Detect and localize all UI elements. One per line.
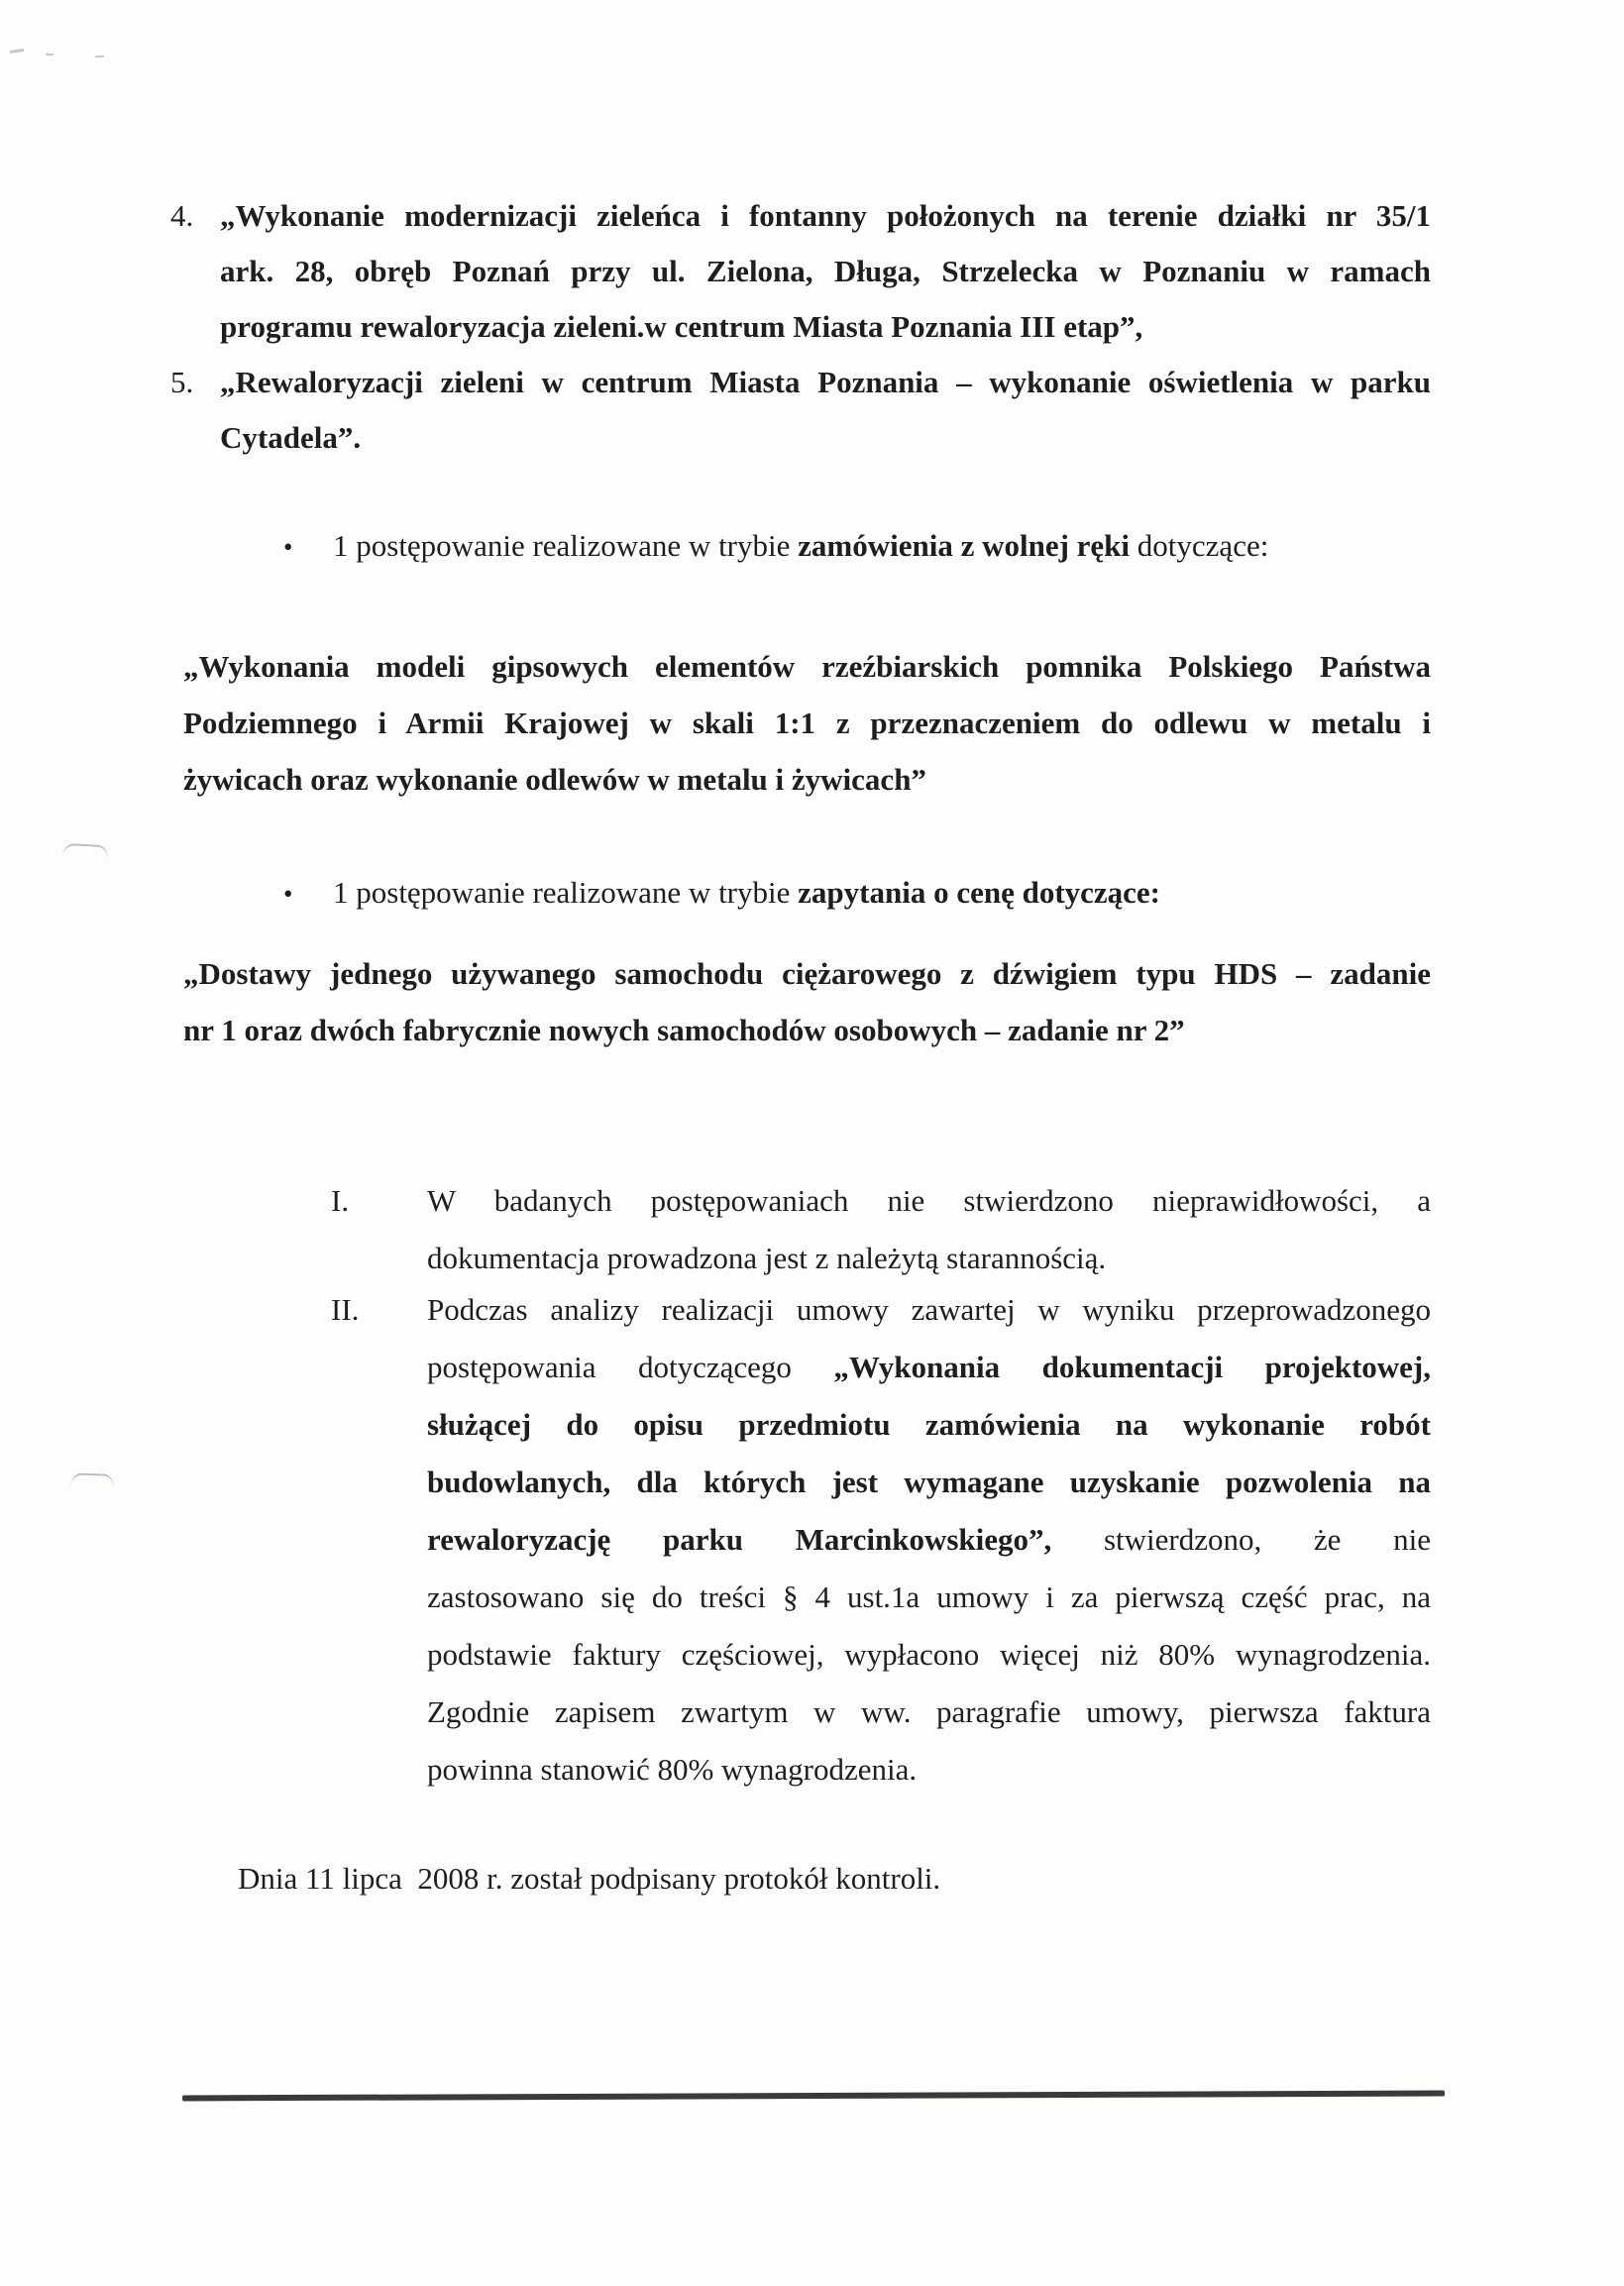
text-line: żywicach oraz wykonanie odlewów w metalu i żywicach”: [183, 762, 926, 797]
scan-pencil-arc: [69, 1472, 114, 1504]
text-line: dokumentacja prowadzona jest z należytą starannością.: [427, 1241, 1107, 1275]
date-line: Dnia 11 lipca 2008 r. został podpisany protokół kontroli.: [238, 1861, 941, 1896]
text-segment: stwierdzono, że nie: [1051, 1522, 1431, 1557]
text-line: [427, 1339, 1431, 1396]
text-line: nr 1 oraz dwóch fabrycznie nowych samochodów osobowych – zadanie nr 2”: [183, 1013, 1185, 1047]
quote-paragraph-1: [183, 638, 1431, 808]
bullet-text: dotyczące:: [1130, 528, 1269, 563]
text-segment: postępowania dotyczącego: [427, 1350, 834, 1384]
text-line: ark. 28, obręb Poznań przy ul. Zielona, Długa, Strzelecka w Poznaniu w ramach: [220, 254, 1431, 288]
text-line: W badanych postępowaniach nie stwierdzono nieprawidłowości, a: [427, 1183, 1431, 1218]
finding-item-2: [331, 1281, 1431, 1798]
text-line: Cytadela”.: [220, 420, 362, 455]
scan-pencil-arc: [61, 843, 108, 873]
quote-paragraph-2: [183, 945, 1431, 1058]
finding-item-1: [331, 1172, 1431, 1287]
scan-speck: [10, 49, 24, 54]
text-line: zastosowano się do treści § 4 ust.1a umowy i za pierwszą część prac, na: [427, 1579, 1431, 1614]
scan-speck: [95, 55, 104, 58]
bullet-icon: •: [283, 879, 293, 909]
bullet-item-2: [283, 872, 1161, 914]
text-line: „Wykonanie modernizacji zieleńca i fontanny położonych na terenie działki nr 35/1: [220, 198, 1431, 233]
text-line: podstawie faktury częściowej, wypłacono więcej niż 80% wynagrodzenia.: [427, 1637, 1431, 1672]
text-line: służącej do opisu przedmiotu zamówienia na wykonanie robót: [427, 1407, 1431, 1442]
text-line: Podczas analizy realizacji umowy zawartej w wyniku przeprowadzonego: [427, 1292, 1431, 1327]
roman-numeral: II.: [331, 1292, 360, 1327]
item-number: 4.: [170, 198, 194, 233]
bullet-text-bold: zamówienia z wolnej ręki: [798, 528, 1131, 563]
bullet-text: 1 postępowanie realizowane w trybie: [333, 528, 799, 563]
list-item-5: [170, 355, 1431, 466]
text-line: Zgodnie zapisem zwartym w ww. paragrafie umowy, pierwsza faktura: [427, 1694, 1431, 1729]
bullet-text: 1 postępowanie realizowane w trybie: [333, 875, 799, 910]
text-line: „Rewaloryzacji zieleni w centrum Miasta Poznania – wykonanie oświetlenia w parku: [220, 365, 1431, 399]
footer-divider-line: [182, 2091, 1445, 2102]
roman-numeral: I.: [331, 1183, 350, 1218]
text-line: programu rewaloryzacja zieleni.w centrum Miasta Poznania III etap”,: [220, 309, 1143, 344]
text-line: [427, 1511, 1431, 1569]
bullet-icon: •: [283, 532, 293, 562]
scan-speck: [46, 54, 54, 56]
text-line: powinna stanowić 80% wynagrodzenia.: [427, 1752, 918, 1787]
text-segment-bold: „Wykonania dokumentacji projektowej,: [833, 1350, 1431, 1384]
list-item-4: [170, 188, 1431, 355]
text-line: „Dostawy jednego używanego samochodu ciężarowego z dźwigiem typu HDS – zadanie: [183, 956, 1431, 991]
text-line: Podziemnego i Armii Krajowej w skali 1:1 z przeznaczeniem do odlewu w metalu i: [183, 706, 1431, 740]
item-number: 5.: [170, 365, 194, 399]
bullet-text-bold: zapytania o cenę dotyczące:: [798, 875, 1161, 910]
text-line: „Wykonania modeli gipsowych elementów rzeźbiarskich pomnika Polskiego Państwa: [183, 649, 1431, 684]
text-line: budowlanych, dla których jest wymagane uzyskanie pozwolenia na: [427, 1465, 1431, 1499]
text-segment-bold: rewaloryzację parku Marcinkowskiego”,: [427, 1522, 1052, 1557]
bullet-item-1: [283, 525, 1269, 567]
